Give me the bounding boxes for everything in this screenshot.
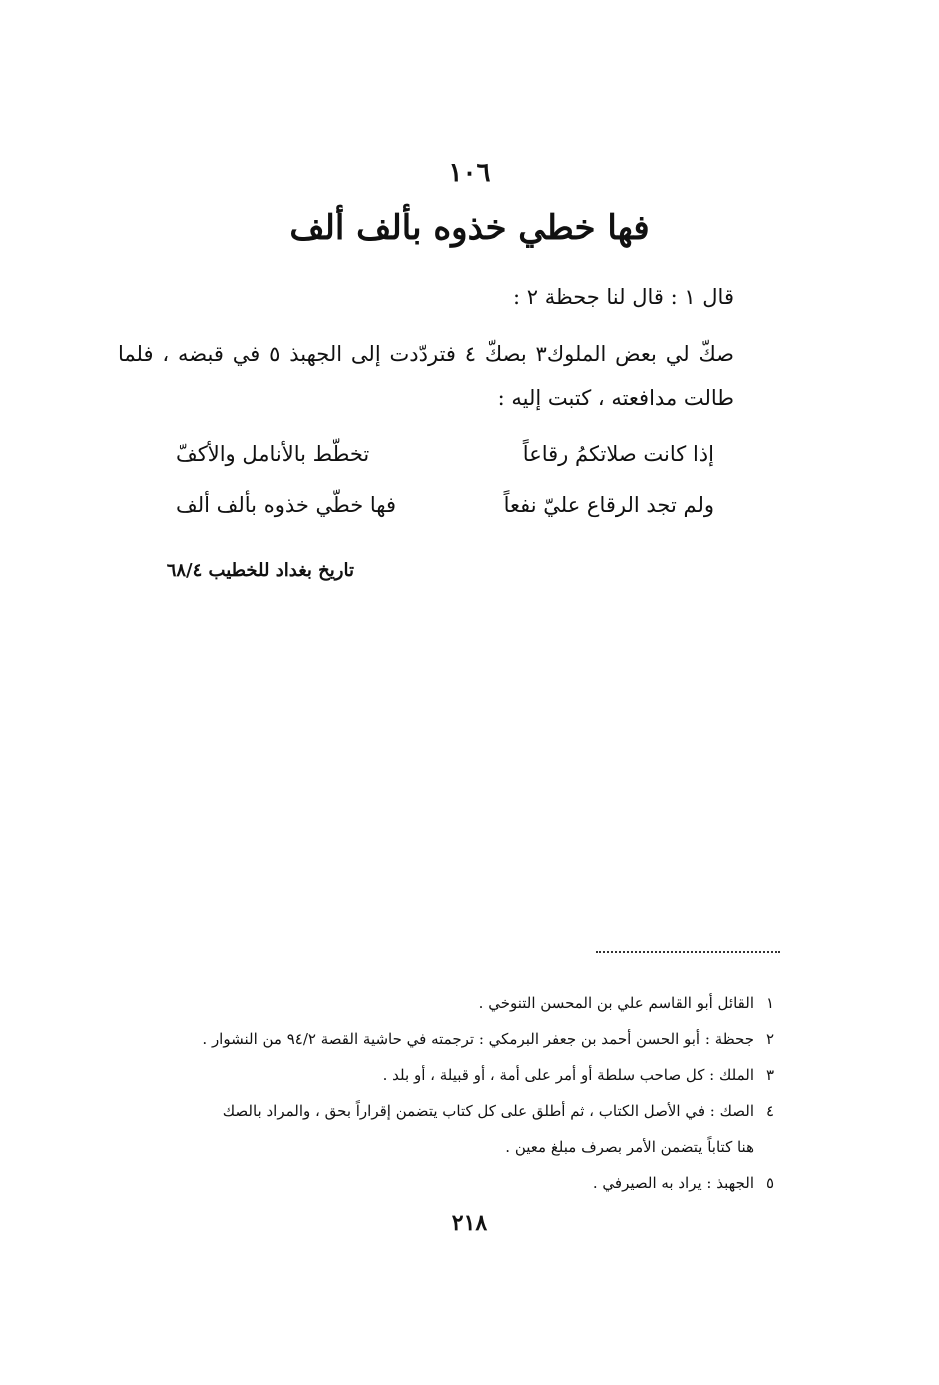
footnote-4-continuation: هنا كتاباً يتضمن الأمر بصرف مبلغ معين . [505, 1138, 754, 1156]
footnote-number: ٤ [765, 1102, 774, 1120]
footnote-text: الملك : كل صاحب سلطة أو أمر على أمة ، أو قبيلة ، أو بلد . [382, 1066, 754, 1084]
footnote-3 [100, 1057, 774, 1093]
footnote-text: القائل أبو القاسم علي بن المحسن التنوخي . [478, 994, 754, 1012]
verse-1-first-hemistich: إذا كانت صلاتكمُ رقاعاً [522, 442, 714, 466]
verse-2-first-hemistich: ولم تجد الرقاع عليّ نفعاً [503, 493, 714, 517]
footnote-number: ١ [765, 994, 774, 1012]
story-number: ١٠٦ [448, 158, 491, 188]
footnote-1 [100, 985, 774, 1021]
verse-1-second-hemistich: تخطّط بالأنامل والأكفّ [176, 442, 370, 466]
body-paragraph: صكّ لي بعض الملوك٣ بصكّ ٤ فتردّدت إلى الجهبذ ٥ في قبضه ، فلما طالت مدافعته ، كتبت إليه : [118, 342, 734, 410]
footnote-text: الصك : في الأصل الكتاب ، ثم أطلق على كل كتاب يتضمن إقراراً بحق ، والمراد بالصك [222, 1102, 754, 1120]
footnote-number: ٢ [765, 1030, 774, 1048]
verse-line-1 [176, 442, 714, 466]
intro-line: قال ١ : قال لنا جحظة ٢ : [512, 285, 734, 309]
verse-line-2 [176, 493, 714, 517]
footnote-text: جحظة : أبو الحسن أحمد بن جعفر البرمكي : ترجمته في حاشية القصة ٩٤/٢ من النشوار . [202, 1030, 754, 1048]
source-citation: تاريخ بغداد للخطيب ٦٨/٤ [166, 560, 354, 581]
verse-2-second-hemistich: فها خطّي خذوه بألف ألف [176, 493, 397, 517]
footnote-5 [100, 1165, 774, 1201]
footnote-4 [100, 1093, 774, 1129]
story-title: فها خطي خذوه بألف ألف [289, 208, 650, 248]
page-number: ٢١٨ [451, 1210, 488, 1236]
footnote-2 [100, 1021, 774, 1057]
footnotes [100, 985, 774, 1201]
footnote-number: ٣ [765, 1066, 774, 1084]
footnote-divider [596, 951, 780, 953]
footnote-number: ٥ [765, 1174, 774, 1192]
footnote-text: الجهبذ : يراد به الصيرفي . [592, 1174, 754, 1192]
